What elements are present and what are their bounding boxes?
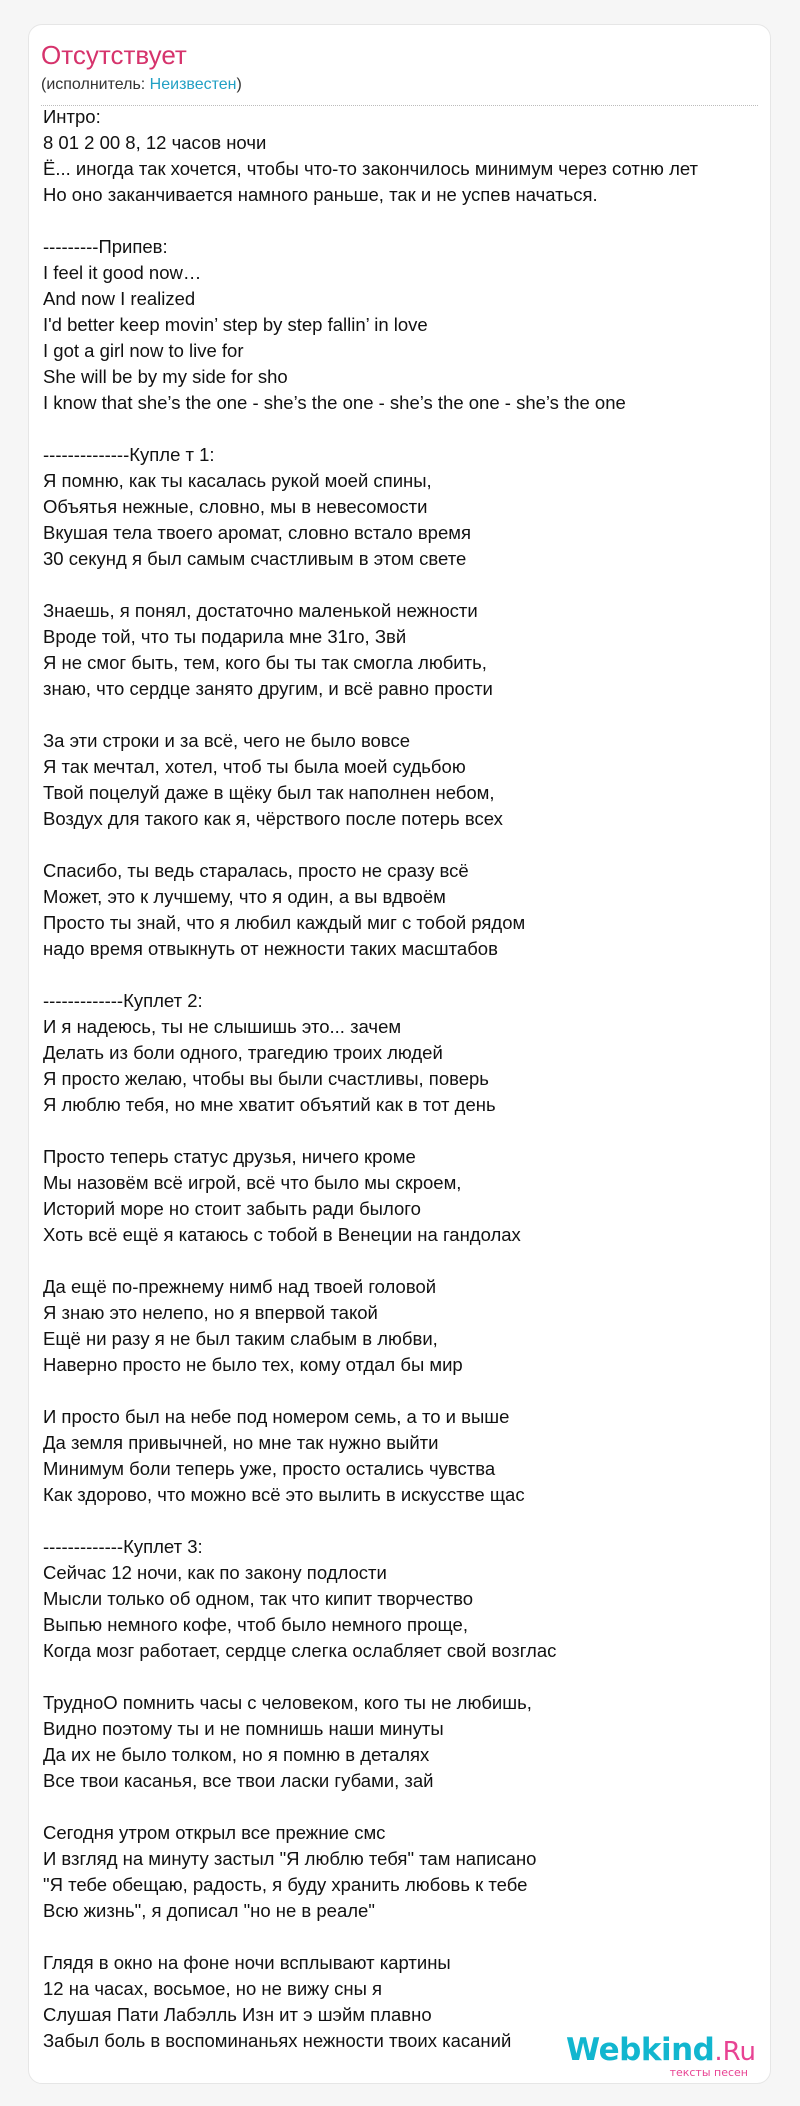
artist-link[interactable]: Неизвестен: [149, 76, 237, 93]
lyrics-line: ---------Припев:: [43, 236, 168, 257]
lyrics-text: [43, 104, 762, 2054]
lyrics-line: Я просто желаю, чтобы вы были счастливы, поверь: [43, 1068, 489, 1089]
lyrics-line: Как здорово, что можно всё это вылить в искусстве щас: [43, 1484, 525, 1505]
lyrics-line: Мысли только об одном, так что кипит творчество: [43, 1588, 474, 1609]
lyrics-line: Сегодня утром открыл все прежние смс: [43, 1822, 386, 1843]
lyrics-blank-line: [43, 416, 762, 442]
lyrics-line: Да их не было толком, но я помню в деталях: [43, 1744, 430, 1765]
lyrics-line: "Я тебе обещаю, радость, я буду хранить любовь к тебе: [43, 1874, 528, 1895]
lyrics-blank-line: [43, 962, 762, 988]
lyrics-line: Ё... иногда так хочется, чтобы что-то закончилось минимум через сотню лет: [43, 158, 699, 179]
lyrics-line: Знаешь, я понял, достаточно маленькой нежности: [43, 600, 478, 621]
lyrics-line: Может, это к лучшему, что я один, а вы вдвоём: [43, 886, 446, 907]
lyrics-line: Я люблю тебя, но мне хватит объятий как в тот день: [43, 1094, 496, 1115]
lyrics-blank-line: [43, 572, 762, 598]
artist-suffix: ): [236, 76, 242, 93]
lyrics-line: За эти строки и за всё, чего не было вовсе: [43, 730, 411, 751]
lyrics-line: Объятья нежные, словно, мы в невесомости: [43, 496, 428, 517]
lyrics-line: И взгляд на минуту застыл "Я люблю тебя" там написано: [43, 1848, 537, 1869]
lyrics-line: Минимум боли теперь уже, просто остались чувства: [43, 1458, 496, 1479]
lyrics-line: Вкушая тела твоего аромат, словно встало время: [43, 522, 471, 543]
lyrics-line: Выпью немного кофе, чтоб было немного проще,: [43, 1614, 468, 1635]
lyrics-line: I'd better keep movin’ step by step fallin’ in love: [43, 314, 428, 335]
artist-prefix: (исполнитель:: [41, 76, 150, 93]
lyrics-blank-line: [43, 1248, 762, 1274]
lyrics-card: [28, 24, 771, 2084]
lyrics-line: She will be by my side for sho: [43, 366, 288, 387]
lyrics-line: Наверно просто не было тех, кому отдал бы мир: [43, 1354, 463, 1375]
lyrics-line: Я знаю это нелепо, но я впервой такой: [43, 1302, 378, 1323]
site-logo: [566, 2034, 756, 2079]
lyrics-line: 30 секунд я был самым счастливым в этом свете: [43, 548, 467, 569]
song-title: Отсутствует: [41, 40, 187, 70]
artist-line: [41, 74, 242, 96]
logo-tagline: тексты песен: [669, 2066, 748, 2079]
lyrics-line: 8 01 2 00 8, 12 часов ночи: [43, 132, 267, 153]
lyrics-line: Глядя в окно на фоне ночи всплывают картины: [43, 1952, 451, 1973]
lyrics-line: And now I realized: [43, 288, 196, 309]
lyrics-line: Твой поцелуй даже в щёку был так наполнен небом,: [43, 782, 495, 803]
lyrics-blank-line: [43, 1118, 762, 1144]
lyrics-blank-line: [43, 1794, 762, 1820]
lyrics-line: Вроде той, что ты подарила мне 31го, Звй: [43, 626, 407, 647]
lyrics-blank-line: [43, 1508, 762, 1534]
lyrics-line: --------------Купле т 1:: [43, 444, 215, 465]
logo-suffix: .Ru: [714, 2037, 756, 2067]
lyrics-line: Спасибо, ты ведь старалась, просто не сразу всё: [43, 860, 469, 881]
lyrics-line: Хоть всё ещё я катаюсь с тобой в Венеции на гандолах: [43, 1224, 521, 1245]
lyrics-line: Слушая Пати Лабэлль Изн ит э шэйм плавно: [43, 2004, 432, 2025]
lyrics-blank-line: [43, 832, 762, 858]
lyrics-line: знаю, что сердце занято другим, и всё равно прости: [43, 678, 493, 699]
lyrics-line: Воздух для такого как я, чёрствого после потерь всех: [43, 808, 503, 829]
lyrics-line: Я не смог быть, тем, кого бы ты так смогла любить,: [43, 652, 487, 673]
lyrics-line: Я так мечтал, хотел, чтоб ты была моей судьбою: [43, 756, 466, 777]
lyrics-blank-line: [43, 1378, 762, 1404]
lyrics-line: И просто был на небе под номером семь, а то и выше: [43, 1406, 510, 1427]
logo-brand: Webkind: [566, 2032, 715, 2068]
lyrics-blank-line: [43, 1924, 762, 1950]
lyrics-line: Интро:: [43, 106, 101, 127]
lyrics-line: -------------Куплет 3:: [43, 1536, 203, 1557]
lyrics-blank-line: [43, 208, 762, 234]
lyrics-line: Мы назовём всё игрой, всё что было мы скроем,: [43, 1172, 462, 1193]
lyrics-line: I got a girl now to live for: [43, 340, 244, 361]
lyrics-line: Да земля привычней, но мне так нужно выйти: [43, 1432, 439, 1453]
lyrics-line: Ещё ни разу я не был таким слабым в любви,: [43, 1328, 438, 1349]
lyrics-line: Когда мозг работает, сердце слегка ослабляет свой возглас: [43, 1640, 557, 1661]
lyrics-line: Делать из боли одного, трагедию троих людей: [43, 1042, 443, 1063]
lyrics-line: Все твои касанья, все твои ласки губами, зай: [43, 1770, 434, 1791]
lyrics-line: Всю жизнь", я дописал "но не в реале": [43, 1900, 375, 1921]
lyrics-line: Я помню, как ты касалась рукой моей спины,: [43, 470, 432, 491]
lyrics-line: -------------Куплет 2:: [43, 990, 203, 1011]
lyrics-blank-line: [43, 1664, 762, 1690]
lyrics-line: 12 на часах, восьмое, но не вижу сны я: [43, 1978, 383, 1999]
lyrics-line: Сейчас 12 ночи, как по закону подлости: [43, 1562, 387, 1583]
lyrics-line: Да ещё по-прежнему нимб над твоей головой: [43, 1276, 437, 1297]
lyrics-line: Просто ты знай, что я любил каждый миг с тобой рядом: [43, 912, 526, 933]
lyrics-line: Видно поэтому ты и не помнишь наши минуты: [43, 1718, 444, 1739]
lyrics-line: И я надеюсь, ты не слышишь это... зачем: [43, 1016, 402, 1037]
lyrics-line: надо время отвыкнуть от нежности таких масштабов: [43, 938, 498, 959]
lyrics-line: ТрудноО помнить часы с человеком, кого ты не любишь,: [43, 1692, 532, 1713]
lyrics-line: Просто теперь статус друзья, ничего кроме: [43, 1146, 416, 1167]
lyrics-line: Но оно заканчивается намного раньше, так и не успев начаться.: [43, 184, 598, 205]
lyrics-blank-line: [43, 702, 762, 728]
lyrics-line: I know that she’s the one - she’s the one - she’s the one - she’s the one: [43, 392, 626, 413]
lyrics-line: I feel it good now…: [43, 262, 202, 283]
lyrics-line: Историй море но стоит забыть ради былого: [43, 1198, 421, 1219]
lyrics-line: Забыл боль в воспоминаньях нежности твоих касаний: [43, 2030, 512, 2051]
